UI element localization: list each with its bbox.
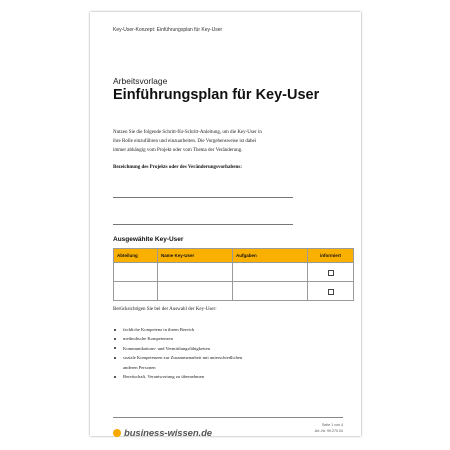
- table-row: [114, 282, 354, 301]
- intro-line: ihre Rolle einzuführen und einzuarbeiten. Die Vorgehensweise ist dabei: [113, 139, 257, 144]
- list-item-text: methodische Kompetenzen: [123, 336, 173, 342]
- intro-paragraph: [113, 128, 328, 155]
- list-item-text: soziale Kompetenzen zur Zusammenarbeit mit unterschiedlichen: [123, 355, 243, 361]
- bullet-icon: [114, 357, 116, 359]
- table-cell-informed: [308, 282, 354, 301]
- table-title: Ausgewählte Key-User: [113, 236, 184, 243]
- article-number: Art.-Nr. 99.270.04: [314, 428, 343, 433]
- project-input-line[interactable]: [113, 197, 293, 198]
- table-cell-tasks[interactable]: [233, 263, 308, 282]
- consider-label: Berücksichtigen Sie bei der Auswahl der Key-User:: [113, 307, 217, 312]
- footer-divider: [113, 417, 343, 418]
- list-item-text: anderen Personen: [123, 364, 156, 370]
- table-row: [114, 263, 354, 282]
- page-number: Seite 1 von 4: [322, 423, 343, 427]
- bullet-icon: [114, 338, 116, 340]
- list-item-continuation: [113, 363, 333, 372]
- brand-dot-icon: [113, 429, 121, 437]
- document-page: [90, 12, 361, 439]
- table-cell-tasks[interactable]: [233, 282, 308, 301]
- column-header-informed: informiert: [308, 249, 354, 263]
- intro-line: Nutzen Sie die folgende Schritt-für-Schritt-Anleitung, um die Key-User in: [113, 130, 262, 135]
- list-item: [113, 334, 333, 343]
- informed-checkbox[interactable]: [328, 270, 334, 276]
- table-cell-department[interactable]: [114, 263, 158, 282]
- list-item-text: Kommunikations- und Vermittlungsfähigkeiten: [123, 345, 210, 351]
- page-meta: [315, 423, 343, 434]
- table-header-row: [114, 249, 354, 263]
- table-cell-department[interactable]: [114, 282, 158, 301]
- list-item: [113, 353, 333, 362]
- document-kicker: Arbeitsvorlage: [113, 76, 168, 86]
- table-cell-name[interactable]: [158, 263, 233, 282]
- brand-logo: [113, 427, 212, 439]
- key-user-table: [113, 248, 354, 301]
- list-item-text: Bereitschaft, Verantwortung zu übernehmen: [123, 374, 205, 380]
- bullet-icon: [114, 329, 116, 331]
- project-input-line[interactable]: [113, 224, 293, 225]
- list-item-text: fachliche Kompetenz in ihrem Bereich: [123, 327, 195, 332]
- document-title: Einführungsplan für Key-User: [113, 87, 320, 103]
- informed-checkbox[interactable]: [328, 289, 334, 295]
- criteria-list: [113, 325, 333, 381]
- bullet-icon: [114, 347, 116, 349]
- column-header-tasks: Aufgaben: [233, 249, 308, 263]
- column-header-department: Abteilung: [114, 249, 158, 263]
- column-header-name: Name Key-User: [158, 249, 233, 263]
- list-item: [113, 372, 333, 381]
- bullet-icon: [114, 376, 116, 378]
- list-item: [113, 325, 333, 334]
- project-label: Bezeichnung des Projekts oder des Veränderungsvorhabens:: [113, 165, 242, 170]
- list-item: [113, 344, 333, 353]
- intro-line: immer abhängig vom Projekt oder vom Thema der Veränderung.: [113, 148, 243, 153]
- table-cell-name[interactable]: [158, 282, 233, 301]
- table-cell-informed: [308, 263, 354, 282]
- brand-name: business-wissen.de: [124, 427, 212, 439]
- running-header: Key-User-Konzept: Einführungsplan für Key-User: [113, 27, 223, 33]
